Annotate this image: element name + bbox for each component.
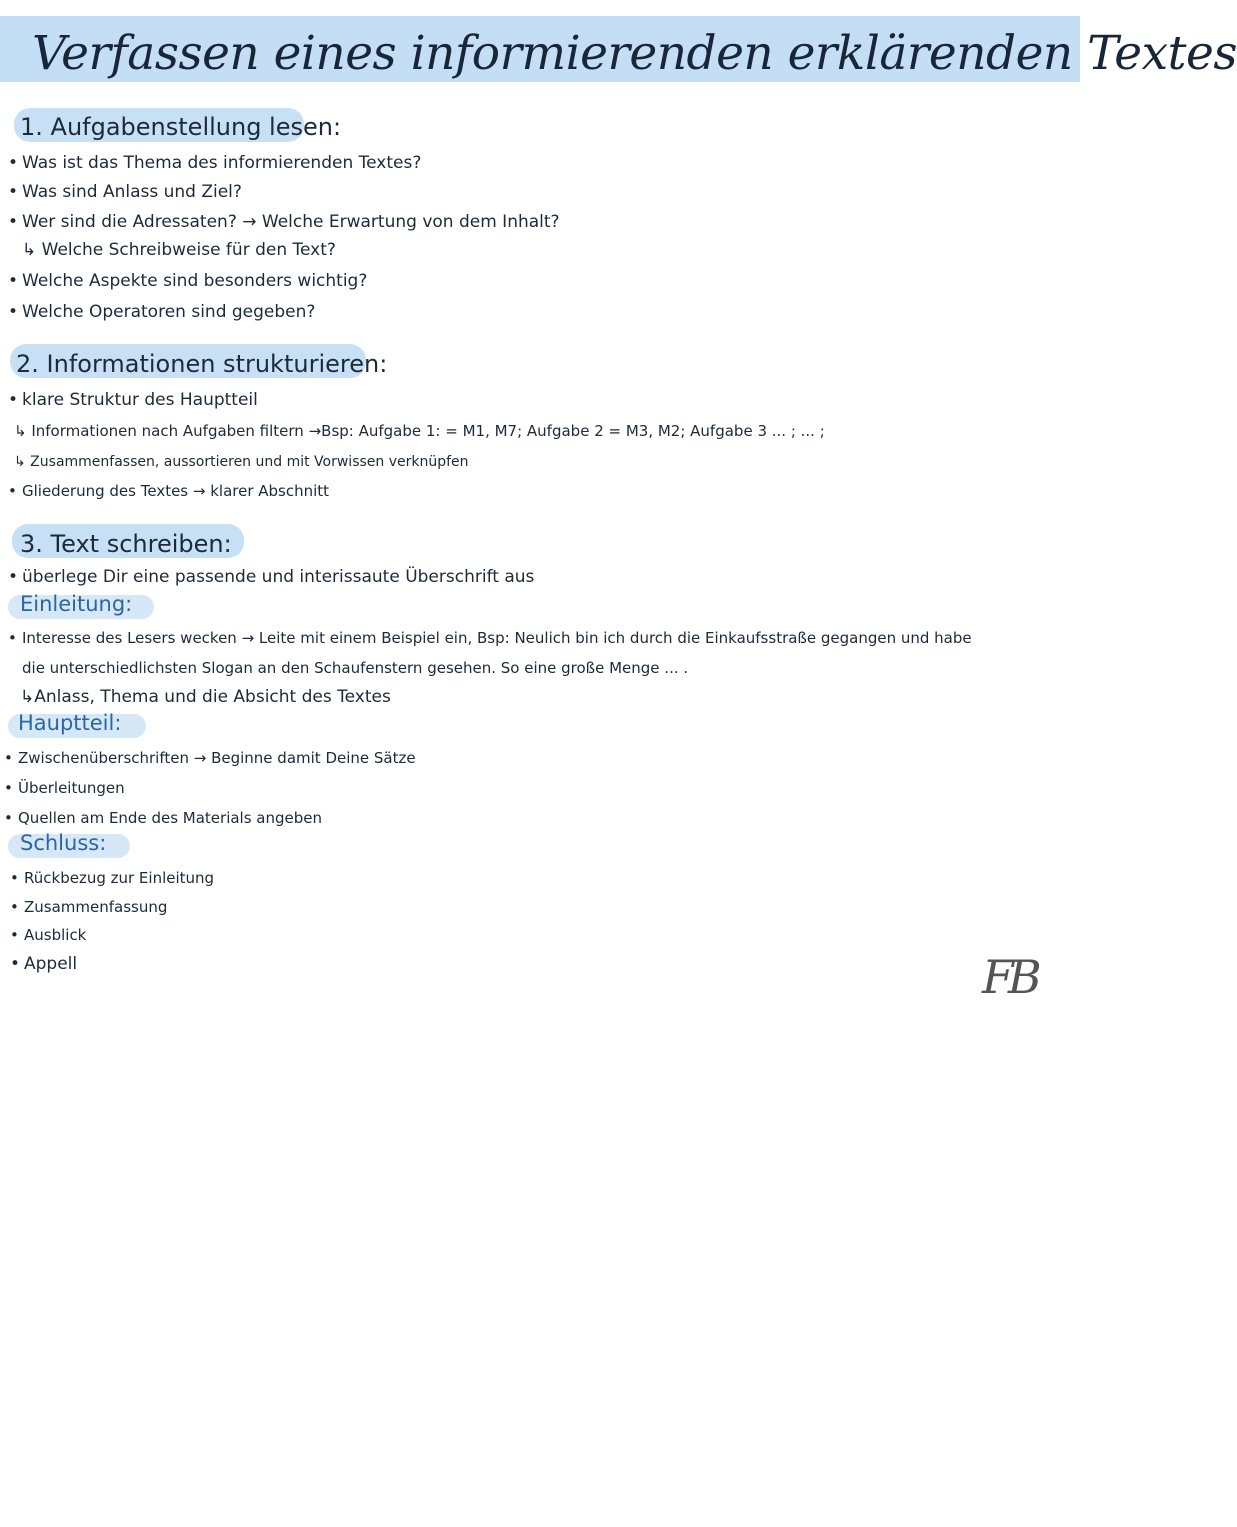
hauptteil-item: • Zwischenüberschriften → Beginne damit Deine Sätze: [4, 749, 416, 767]
schluss-label: Schluss:: [20, 831, 107, 855]
author-signature: FB: [982, 950, 1036, 1004]
section2-subitem: ↳ Zusammenfassen, aussortieren und mit Vorwissen verknüpfen: [14, 454, 469, 470]
schluss-item: • Appell: [10, 954, 78, 974]
section2-item: • Gliederung des Textes → klarer Abschnitt: [8, 482, 330, 500]
section1-item: • Was sind Anlass und Ziel?: [8, 182, 242, 202]
section3-intro: • überlege Dir eine passende und interissaute Überschrift aus: [8, 567, 535, 587]
einleitung-line: ↳Anlass, Thema und die Absicht des Textes: [20, 687, 391, 707]
schluss-item: • Rückbezug zur Einleitung: [10, 869, 215, 887]
hauptteil-label: Hauptteil:: [18, 711, 122, 735]
einleitung-line: die unterschiedlichsten Slogan an den Schaufenstern gesehen. So eine große Menge ... .: [22, 659, 689, 677]
page-title: Verfassen eines informierenden erklärenden Textes: [32, 26, 1237, 81]
section2-heading: 2. Informationen strukturieren:: [16, 350, 388, 378]
section1-item: • Welche Aspekte sind besonders wichtig?: [8, 271, 368, 291]
section1-subitem: ↳ Welche Schreibweise für den Text?: [22, 240, 336, 260]
section2-item: • klare Struktur des Hauptteil: [8, 390, 258, 410]
section1-heading: 1. Aufgabenstellung lesen:: [20, 113, 342, 141]
schluss-item: • Ausblick: [10, 926, 87, 944]
hauptteil-item: • Überleitungen: [4, 779, 125, 797]
section1-item: • Welche Operatoren sind gegeben?: [8, 302, 316, 322]
section1-item: • Was ist das Thema des informierenden Textes?: [8, 153, 422, 173]
section2-subitem: ↳ Informationen nach Aufgaben filtern →Bsp: Aufgabe 1: = M1, M7; Aufgabe 2 = M3, M2; Aufgabe 3 ... ; ... ;: [14, 422, 825, 440]
einleitung-label: Einleitung:: [20, 592, 133, 616]
section1-item: • Wer sind die Adressaten? → Welche Erwartung von dem Inhalt?: [8, 212, 560, 232]
schluss-item: • Zusammenfassung: [10, 898, 168, 916]
einleitung-line: • Interesse des Lesers wecken → Leite mit einem Beispiel ein, Bsp: Neulich bin ich durch die Einkaufsstraße gegangen und habe: [8, 629, 972, 647]
hauptteil-item: • Quellen am Ende des Materials angeben: [4, 809, 323, 827]
section3-heading: 3. Text schreiben:: [20, 530, 232, 558]
